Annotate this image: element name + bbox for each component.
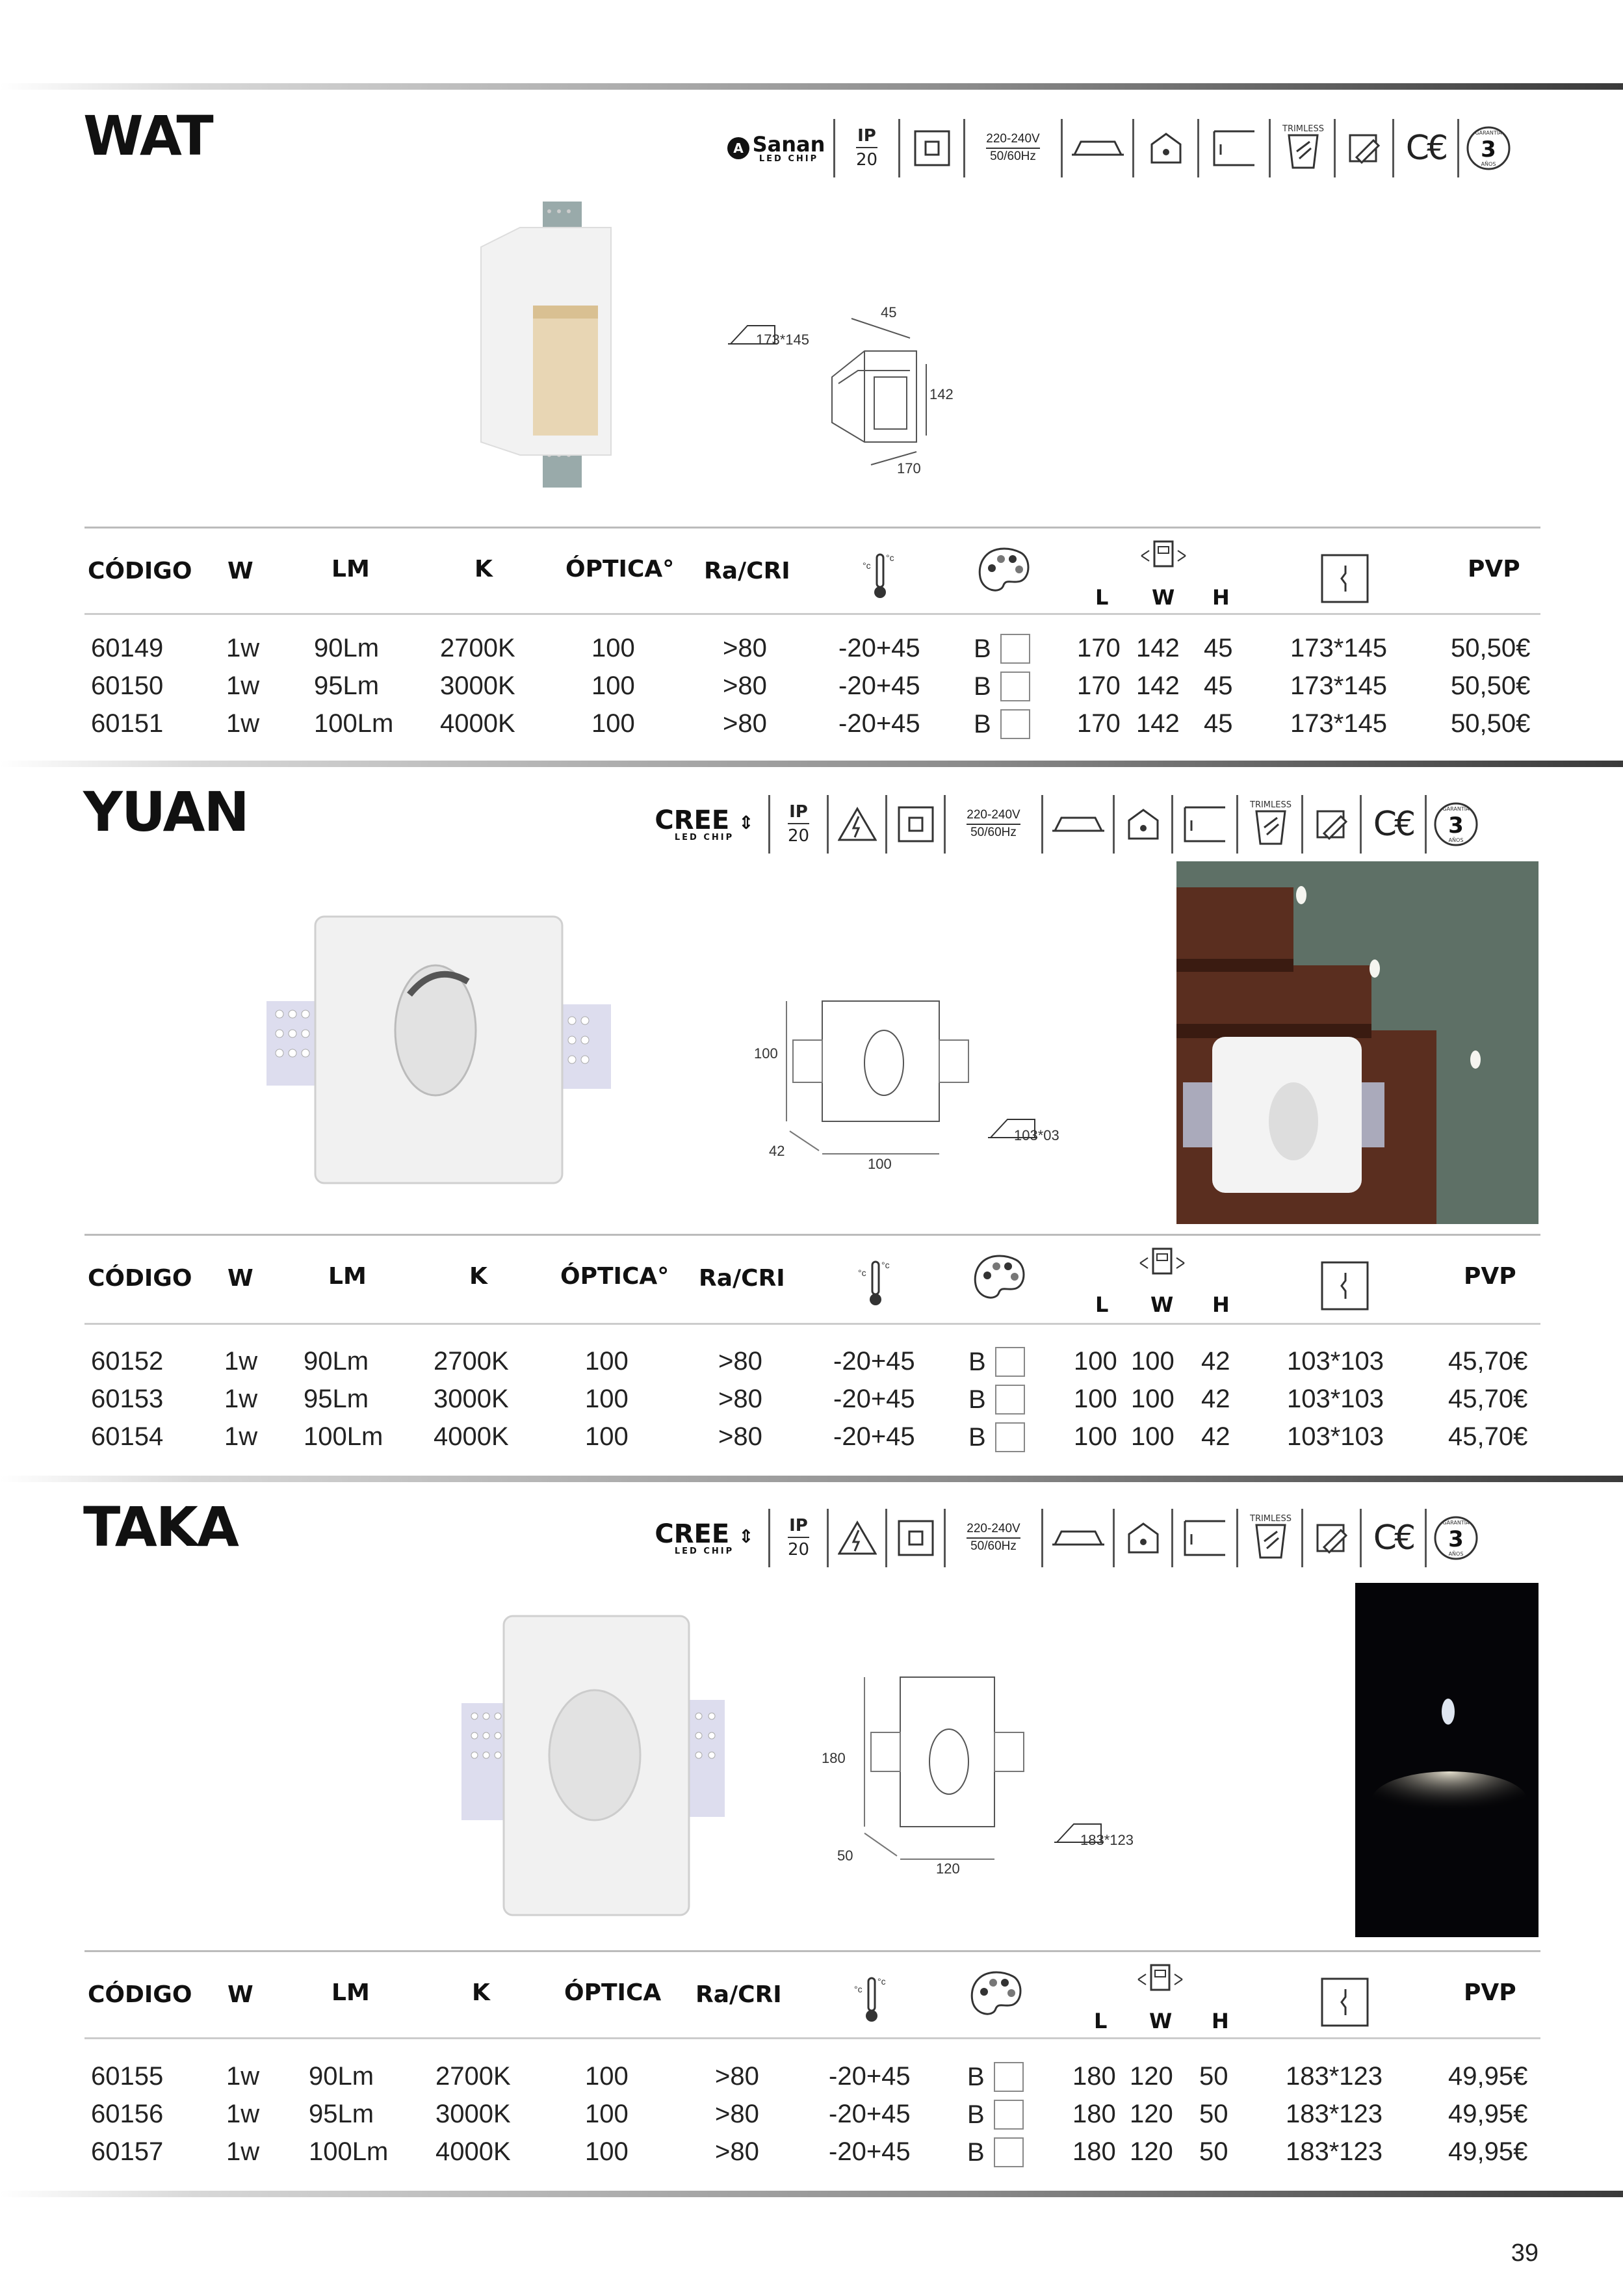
table-cell-optica: 100 <box>585 2100 629 2128</box>
feature-icon-bar-taka <box>640 1506 1485 1571</box>
table-cell-l: 170 <box>1077 709 1121 738</box>
svg-text:°c: °c <box>863 560 871 571</box>
header-w-dim: W <box>1149 2009 1173 2033</box>
electric-hazard-icon <box>829 795 887 854</box>
product-photo-taka <box>455 1606 728 1924</box>
header-w-dim: W <box>1150 1292 1174 1317</box>
table-cell-cri: >80 <box>715 2100 759 2128</box>
table-cell-pvp: 50,50€ <box>1451 672 1531 700</box>
dimensions-icon <box>1134 1960 1186 1999</box>
table-cell-k: 2700K <box>434 1347 509 1376</box>
cutout-size-icon <box>1319 1976 1371 2028</box>
table-cell-wd: 100 <box>1131 1385 1175 1413</box>
table-cell-lm: 100Lm <box>304 1422 383 1451</box>
color-palette-icon <box>970 1252 1029 1304</box>
brand-logo-sanan <box>718 119 835 177</box>
header-l: L <box>1095 585 1109 610</box>
table-cell-cut: 103*103 <box>1287 1422 1384 1451</box>
table-cell-k: 3000K <box>434 1385 509 1413</box>
recessed-icon <box>1063 119 1134 177</box>
trimless-icon <box>1271 119 1336 177</box>
table-top-rule <box>84 1234 1540 1236</box>
header-w: W <box>227 558 253 584</box>
table-cell-cut: 183*123 <box>1286 2062 1383 2091</box>
ambient-photo-yuan <box>1176 861 1539 1224</box>
footer-divider <box>0 2191 1623 2197</box>
svg-text:TRIMLESS: TRIMLESS <box>1250 800 1292 810</box>
table-cell-w: 1w <box>224 1385 258 1413</box>
table-cell-l: 100 <box>1074 1385 1117 1413</box>
header-optica: ÓPTICA° <box>560 1263 669 1290</box>
table-cell-cls <box>968 1347 1025 1377</box>
energy-class-label: B <box>967 2062 985 2091</box>
table-cell-h: 50 <box>1199 2062 1228 2091</box>
table-cell-l: 180 <box>1072 2137 1116 2166</box>
dim-height: 180 <box>822 1750 846 1766</box>
section-divider <box>0 1476 1623 1482</box>
cutout-size-icon <box>1319 553 1371 605</box>
section-divider <box>0 83 1623 90</box>
table-cell-lm: 95Lm <box>304 1385 369 1413</box>
table-cell-codigo: 60149 <box>91 634 164 662</box>
svg-text:A: A <box>733 140 744 156</box>
table-cell-lm: 100Lm <box>314 709 394 738</box>
brand-sub: LED CHIP <box>674 832 734 842</box>
table-top-rule <box>84 1950 1540 1952</box>
energy-class-box <box>994 2062 1024 2092</box>
table-cell-h: 45 <box>1204 672 1233 700</box>
table-cell-pvp: 50,50€ <box>1451 709 1531 738</box>
dim-length: 170 <box>897 460 921 476</box>
dim-height: 100 <box>754 1045 778 1062</box>
table-cell-w: 1w <box>224 1422 258 1451</box>
energy-class-label: B <box>967 2137 985 2167</box>
table-cell-codigo: 60157 <box>91 2137 164 2166</box>
recessed-icon <box>1043 795 1115 854</box>
ambient-photo-taka <box>1355 1583 1539 1937</box>
table-cell-optica: 100 <box>591 672 635 700</box>
table-cell-wd: 142 <box>1136 709 1180 738</box>
table-cell-w: 1w <box>226 672 260 700</box>
table-cell-cls <box>968 1385 1025 1415</box>
ip-rating-icon: IP 20 <box>770 1509 829 1567</box>
table-cell-temp: -20+45 <box>838 672 920 700</box>
header-pvp: PVP <box>1464 1263 1516 1290</box>
header-w: W <box>227 1265 253 1292</box>
svg-text:TRIMLESS: TRIMLESS <box>1250 1514 1292 1524</box>
header-codigo: CÓDIGO <box>88 1265 192 1292</box>
table-cell-k: 3000K <box>435 2100 511 2128</box>
energy-class-label: B <box>968 1347 986 1376</box>
header-codigo: CÓDIGO <box>88 558 192 584</box>
header-lm: LM <box>331 1979 370 2006</box>
table-header-rule <box>84 1323 1540 1325</box>
dim-length: 120 <box>936 1860 960 1877</box>
header-codigo: CÓDIGO <box>88 1981 192 2008</box>
svg-text:GARANTÍA: GARANTÍA <box>1442 806 1470 812</box>
energy-class-label: B <box>974 672 991 701</box>
dimensions-icon <box>1137 536 1189 575</box>
svg-text:AÑOS: AÑOS <box>1448 1551 1464 1557</box>
table-cell-lm: 95Lm <box>314 672 380 700</box>
product-title-taka: TAKA <box>83 1495 238 1559</box>
voltage-icon: 220-240V 50/60Hz <box>946 795 1043 854</box>
table-cell-temp: -20+45 <box>829 2062 911 2091</box>
wall-mount-icon <box>1199 119 1271 177</box>
table-cell-h: 42 <box>1201 1422 1230 1451</box>
table-cell-wd: 142 <box>1136 672 1180 700</box>
product-photo-yuan <box>221 910 611 1196</box>
table-cell-cri: >80 <box>718 1385 762 1413</box>
table-cell-wd: 120 <box>1130 2137 1173 2166</box>
table-cell-pvp: 49,95€ <box>1448 2137 1528 2166</box>
table-cell-codigo: 60150 <box>91 672 164 700</box>
energy-class-box <box>994 2100 1024 2130</box>
ce-mark-icon: C€ <box>1362 1509 1427 1567</box>
warranty-icon <box>1427 795 1485 854</box>
dim-height: 142 <box>929 386 954 402</box>
table-cell-cut: 103*103 <box>1287 1347 1384 1376</box>
table-top-rule <box>84 527 1540 528</box>
table-cell-codigo: 60151 <box>91 709 164 738</box>
brand-name: CREE <box>655 1519 730 1549</box>
paintable-icon <box>1336 119 1394 177</box>
header-lm: LM <box>328 1263 367 1290</box>
table-cell-k: 4000K <box>435 2137 511 2166</box>
table-cell-optica: 100 <box>585 2062 629 2091</box>
svg-text:3: 3 <box>1448 1526 1464 1552</box>
paintable-icon <box>1303 795 1362 854</box>
table-cell-l: 180 <box>1072 2062 1116 2091</box>
header-pvp: PVP <box>1468 556 1520 582</box>
table-cell-wd: 120 <box>1130 2062 1173 2091</box>
table-cell-cri: >80 <box>715 2137 759 2166</box>
table-cell-cri: >80 <box>718 1422 762 1451</box>
table-cell-l: 170 <box>1077 634 1121 662</box>
table-header-rule <box>84 2037 1540 2039</box>
ce-mark-icon: C€ <box>1394 119 1459 177</box>
svg-text:GARANTÍA: GARANTÍA <box>1475 130 1502 136</box>
feature-icon-bar-wat <box>718 116 1518 181</box>
table-cell-pvp: 49,95€ <box>1448 2062 1528 2091</box>
warranty-icon <box>1427 1509 1485 1567</box>
table-cell-temp: -20+45 <box>833 1385 915 1413</box>
dimension-drawing-yuan <box>780 988 975 1177</box>
color-palette-icon <box>975 545 1033 597</box>
table-cell-optica: 100 <box>585 1422 629 1451</box>
table-cell-k: 2700K <box>440 634 515 662</box>
table-cell-pvp: 45,70€ <box>1448 1422 1528 1451</box>
table-cell-cri: >80 <box>715 2062 759 2091</box>
energy-class-box <box>1000 709 1030 739</box>
class-ii-icon <box>900 119 965 177</box>
table-cell-cut: 173*145 <box>1290 634 1388 662</box>
header-k: K <box>472 1979 490 2006</box>
table-cell-k: 3000K <box>440 672 515 700</box>
product-title-wat: WAT <box>83 104 213 168</box>
table-cell-temp: -20+45 <box>833 1422 915 1451</box>
table-header-rule <box>84 613 1540 615</box>
electric-hazard-icon <box>829 1509 887 1567</box>
brand-sub: LED CHIP <box>674 1546 734 1556</box>
svg-text:AÑOS: AÑOS <box>1448 837 1464 843</box>
header-w-dim: W <box>1152 585 1175 610</box>
header-racri: Ra/CRI <box>699 1265 785 1292</box>
table-cell-h: 45 <box>1204 709 1233 738</box>
brand-sub: LED CHIP <box>759 153 819 164</box>
energy-class-label: B <box>968 1385 986 1414</box>
energy-class-label: B <box>967 2100 985 2129</box>
header-h: H <box>1212 1292 1230 1317</box>
dim-length: 100 <box>868 1156 892 1172</box>
temperature-icon <box>861 549 900 601</box>
header-racri: Ra/CRI <box>704 558 790 584</box>
energy-class-label: B <box>974 634 991 663</box>
table-cell-temp: -20+45 <box>833 1347 915 1376</box>
table-cell-cri: >80 <box>718 1347 762 1376</box>
dim-depth: 50 <box>837 1847 853 1864</box>
table-cell-temp: -20+45 <box>838 709 920 738</box>
ip-rating-icon: IP 20 <box>835 119 900 177</box>
svg-text:°c: °c <box>886 553 894 563</box>
table-cell-lm: 95Lm <box>309 2100 374 2128</box>
table-cell-lm: 90Lm <box>314 634 380 662</box>
table-cell-cls <box>974 709 1030 739</box>
table-cell-k: 4000K <box>434 1422 509 1451</box>
header-racri: Ra/CRI <box>695 1981 782 2008</box>
table-cell-lm: 90Lm <box>304 1347 369 1376</box>
table-cell-cls <box>974 634 1030 664</box>
table-cell-wd: 100 <box>1131 1347 1175 1376</box>
brand-logo-cree: CREE ⇕ LED CHIP <box>640 795 770 854</box>
brand-name: CREE <box>655 805 730 835</box>
energy-class-box <box>995 1422 1025 1452</box>
temperature-icon <box>853 1973 892 2025</box>
table-cell-cut: 103*103 <box>1287 1385 1384 1413</box>
table-cell-cls <box>974 672 1030 701</box>
table-cell-wd: 142 <box>1136 634 1180 662</box>
header-l: L <box>1095 1292 1109 1317</box>
header-h: H <box>1212 585 1230 610</box>
dim-depth: 42 <box>769 1143 785 1159</box>
table-cell-w: 1w <box>226 2062 260 2091</box>
header-lm: LM <box>331 556 370 582</box>
table-cell-h: 42 <box>1201 1385 1230 1413</box>
section-divider <box>0 761 1623 767</box>
header-w: W <box>227 1981 253 2008</box>
voltage-icon: 220-240V 50/60Hz <box>965 119 1063 177</box>
table-cell-h: 45 <box>1204 634 1233 662</box>
cutout-size-icon <box>1319 1260 1371 1312</box>
recessed-icon <box>1043 1509 1115 1567</box>
table-cell-temp: -20+45 <box>838 634 920 662</box>
table-cell-codigo: 60153 <box>91 1385 164 1413</box>
table-cell-w: 1w <box>226 2100 260 2128</box>
table-cell-w: 1w <box>226 709 260 738</box>
table-cell-pvp: 49,95€ <box>1448 2100 1528 2128</box>
table-cell-wd: 100 <box>1131 1422 1175 1451</box>
table-cell-k: 4000K <box>440 709 515 738</box>
table-cell-temp: -20+45 <box>829 2137 911 2166</box>
table-cell-h: 50 <box>1199 2137 1228 2166</box>
table-cell-w: 1w <box>226 634 260 662</box>
table-cell-optica: 100 <box>591 709 635 738</box>
table-cell-l: 180 <box>1072 2100 1116 2128</box>
dimensions-icon <box>1136 1244 1188 1283</box>
svg-text:°c: °c <box>858 1268 866 1278</box>
table-cell-cri: >80 <box>723 709 767 738</box>
table-cell-cls <box>968 1422 1025 1452</box>
wall-mount-icon <box>1173 1509 1238 1567</box>
table-cell-cri: >80 <box>723 634 767 662</box>
table-cell-cut: 183*123 <box>1286 2137 1383 2166</box>
table-cell-optica: 100 <box>585 1347 629 1376</box>
class-ii-icon <box>887 795 946 854</box>
header-pvp: PVP <box>1464 1979 1516 2006</box>
table-cell-cut: 173*145 <box>1290 672 1388 700</box>
brand-logo-cree: CREE ⇕ LED CHIP <box>640 1509 770 1567</box>
warranty-icon <box>1459 119 1518 177</box>
table-cell-l: 100 <box>1074 1347 1117 1376</box>
indoor-icon <box>1134 119 1199 177</box>
table-cell-pvp: 50,50€ <box>1451 634 1531 662</box>
table-cell-pvp: 45,70€ <box>1448 1385 1528 1413</box>
table-cell-lm: 100Lm <box>309 2137 389 2166</box>
temperature-icon <box>857 1257 896 1309</box>
header-l: L <box>1094 2009 1108 2033</box>
indoor-icon <box>1115 795 1173 854</box>
brand-name: Sanan <box>752 131 825 157</box>
energy-class-label: B <box>968 1422 986 1452</box>
dim-depth: 45 <box>881 304 897 320</box>
table-cell-wd: 120 <box>1130 2100 1173 2128</box>
table-cell-cri: >80 <box>723 672 767 700</box>
dimension-drawing-wat <box>825 312 942 475</box>
svg-text:AÑOS: AÑOS <box>1481 161 1496 167</box>
table-cell-h: 42 <box>1201 1347 1230 1376</box>
page-number: 39 <box>1511 2239 1539 2267</box>
table-cell-h: 50 <box>1199 2100 1228 2128</box>
energy-class-box <box>995 1347 1025 1377</box>
svg-text:GARANTÍA: GARANTÍA <box>1442 1520 1470 1526</box>
table-cell-optica: 100 <box>585 2137 629 2166</box>
table-cell-cut: 173*145 <box>1290 709 1388 738</box>
table-cell-w: 1w <box>226 2137 260 2166</box>
indoor-icon <box>1115 1509 1173 1567</box>
header-k: K <box>469 1263 487 1290</box>
cutout-label: 173*145 <box>756 332 809 348</box>
product-title-yuan: YUAN <box>83 780 248 844</box>
svg-text:3: 3 <box>1481 137 1496 163</box>
energy-class-label: B <box>974 709 991 738</box>
color-palette-icon <box>967 1968 1026 2020</box>
table-cell-cls <box>967 2100 1024 2130</box>
energy-class-box <box>995 1385 1025 1415</box>
cutout-label: 103*03 <box>1014 1127 1059 1143</box>
ce-mark-icon: C€ <box>1362 795 1427 854</box>
header-h: H <box>1212 2009 1229 2033</box>
trimless-icon <box>1238 795 1303 854</box>
table-cell-pvp: 45,70€ <box>1448 1347 1528 1376</box>
svg-text:°c: °c <box>881 1260 890 1270</box>
table-cell-cls <box>967 2062 1024 2092</box>
header-optica: ÓPTICA <box>564 1979 662 2006</box>
svg-text:TRIMLESS: TRIMLESS <box>1282 124 1324 134</box>
table-cell-cls <box>967 2137 1024 2167</box>
energy-class-box <box>1000 672 1030 701</box>
svg-text:°c: °c <box>854 1984 863 1994</box>
table-cell-w: 1w <box>224 1347 258 1376</box>
energy-class-box <box>994 2137 1024 2167</box>
wall-mount-icon <box>1173 795 1238 854</box>
paintable-icon <box>1303 1509 1362 1567</box>
ip-rating-icon: IP 20 <box>770 795 829 854</box>
table-cell-k: 2700K <box>435 2062 511 2091</box>
energy-class-box <box>1000 634 1030 664</box>
table-cell-l: 100 <box>1074 1422 1117 1451</box>
feature-icon-bar-yuan <box>640 792 1485 857</box>
table-cell-codigo: 60154 <box>91 1422 164 1451</box>
table-cell-cut: 183*123 <box>1286 2100 1383 2128</box>
trimless-icon <box>1238 1509 1303 1567</box>
header-optica: ÓPTICA° <box>565 556 675 582</box>
table-cell-optica: 100 <box>591 634 635 662</box>
class-ii-icon <box>887 1509 946 1567</box>
table-cell-codigo: 60152 <box>91 1347 164 1376</box>
table-cell-temp: -20+45 <box>829 2100 911 2128</box>
product-photo-wat <box>455 195 637 501</box>
header-k: K <box>474 556 493 582</box>
svg-text:3: 3 <box>1448 813 1464 839</box>
table-cell-optica: 100 <box>585 1385 629 1413</box>
cutout-label: 183*123 <box>1080 1832 1134 1848</box>
voltage-icon: 220-240V 50/60Hz <box>946 1509 1043 1567</box>
table-cell-lm: 90Lm <box>309 2062 374 2091</box>
dimension-drawing-taka <box>845 1671 1040 1872</box>
table-cell-codigo: 60155 <box>91 2062 164 2091</box>
table-cell-codigo: 60156 <box>91 2100 164 2128</box>
table-cell-l: 170 <box>1077 672 1121 700</box>
svg-text:°c: °c <box>877 1976 886 1987</box>
